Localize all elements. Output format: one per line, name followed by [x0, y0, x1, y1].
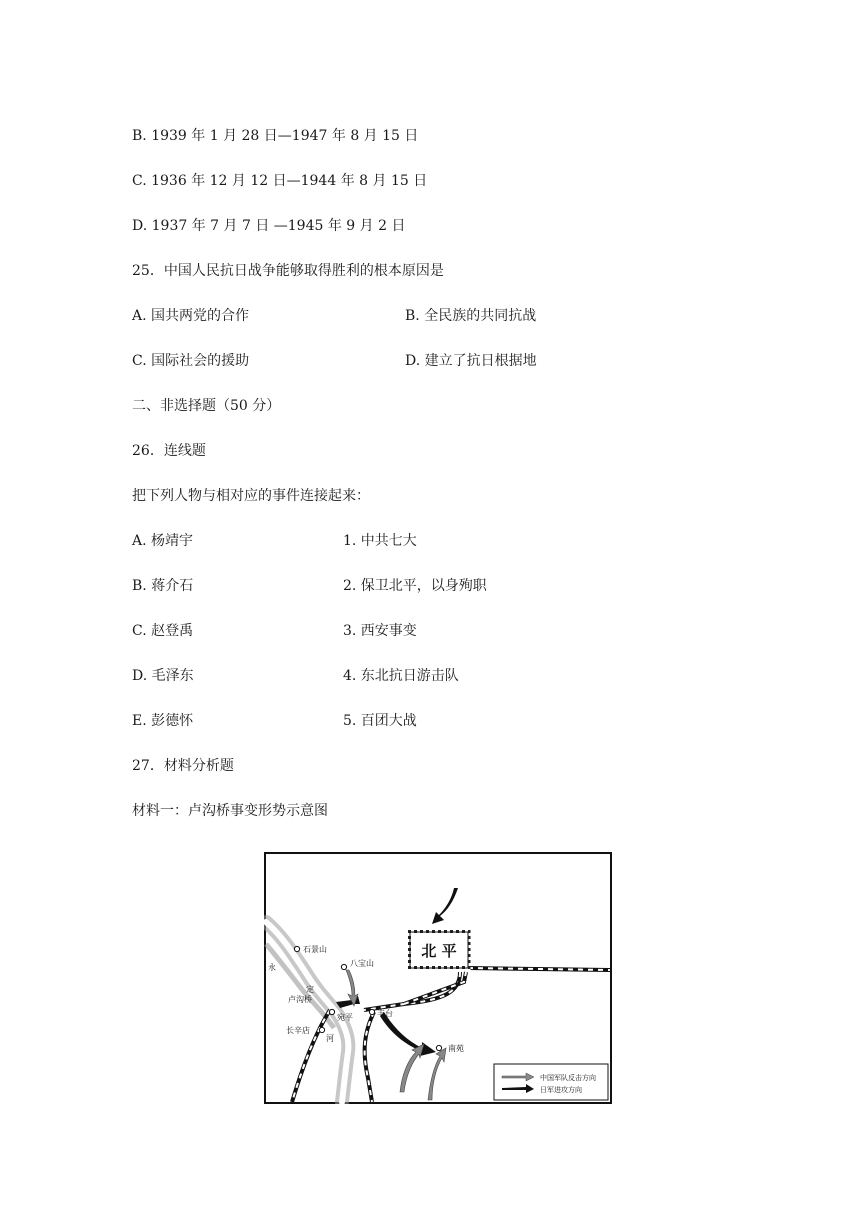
- q25-option-c: C. 国际社会的援助: [132, 353, 250, 369]
- q26-event-2: 2. 保卫北平，以身殉职: [343, 578, 487, 594]
- lugouqiao-label: 卢沟桥: [288, 995, 312, 1004]
- q25-option-a: A. 国共两党的合作: [132, 308, 250, 324]
- fengtai-label: 丰台: [377, 1009, 393, 1018]
- river-label-he: 河: [326, 1034, 334, 1043]
- changxindian-label: 长辛店: [286, 1026, 310, 1035]
- q26-event-3: 3. 西安事变: [343, 623, 417, 639]
- legend-chinese-label: 中国军队反击方向: [540, 1074, 596, 1082]
- river-label-yong: 永: [268, 963, 276, 972]
- q26-person-b: B. 蒋介石: [132, 578, 194, 594]
- babaoshan-marker: [341, 964, 346, 969]
- changxindian-marker: [319, 1027, 324, 1032]
- q25-option-d: D. 建立了抗日根据地: [405, 353, 537, 369]
- beiping-city: [410, 932, 468, 968]
- q26-instruction: 把下列人物与相对应的事件连接起来：: [132, 488, 370, 504]
- lugouqiao-incident-map: [264, 852, 612, 1104]
- nanyuan-label: 南苑: [448, 1044, 464, 1053]
- section2-title: 二、非选择题（50 分）: [132, 398, 281, 414]
- q26-event-5: 5. 百团大战: [343, 713, 417, 729]
- map-legend: [494, 1064, 608, 1100]
- q27-title: 27．材料分析题: [132, 758, 234, 774]
- beiping-label: 北 平: [421, 942, 457, 960]
- q25-stem: 25．中国人民抗日战争能够取得胜利的根本原因是: [132, 263, 444, 279]
- legend-japanese-label: 日军进攻方向: [540, 1086, 582, 1094]
- q26-person-d: D. 毛泽东: [132, 668, 194, 684]
- q27-material1-caption: 材料一：卢沟桥事变形势示意图: [132, 803, 328, 819]
- q26-title: 26．连线题: [132, 443, 206, 459]
- q24-option-d: D. 1937 年 7 月 7 日 —1945 年 9 月 2 日: [132, 218, 406, 234]
- nanyuan-marker: [436, 1045, 441, 1050]
- wanping-label: 宛平: [337, 1013, 353, 1022]
- babaoshan-label: 八宝山: [350, 959, 374, 968]
- q26-event-1: 1. 中共七大: [343, 533, 417, 549]
- wanping-marker: [329, 1009, 334, 1014]
- q26-person-e: E. 彭德怀: [132, 713, 194, 729]
- q26-event-4: 4. 东北抗日游击队: [343, 668, 459, 684]
- river-label-ding: 定: [306, 985, 314, 994]
- fengtai-marker: [369, 1009, 374, 1014]
- q24-option-b: B. 1939 年 1 月 28 日—1947 年 8 月 15 日: [132, 128, 419, 144]
- q26-person-a: A. 杨靖宇: [132, 533, 194, 549]
- shijingshan-label: 石景山: [303, 945, 327, 954]
- q24-option-c: C. 1936 年 12 月 12 日—1944 年 8 月 15 日: [132, 173, 428, 189]
- q25-option-b: B. 全民族的共同抗战: [405, 308, 537, 324]
- q26-person-c: C. 赵登禹: [132, 623, 194, 639]
- shijingshan-marker: [294, 946, 299, 951]
